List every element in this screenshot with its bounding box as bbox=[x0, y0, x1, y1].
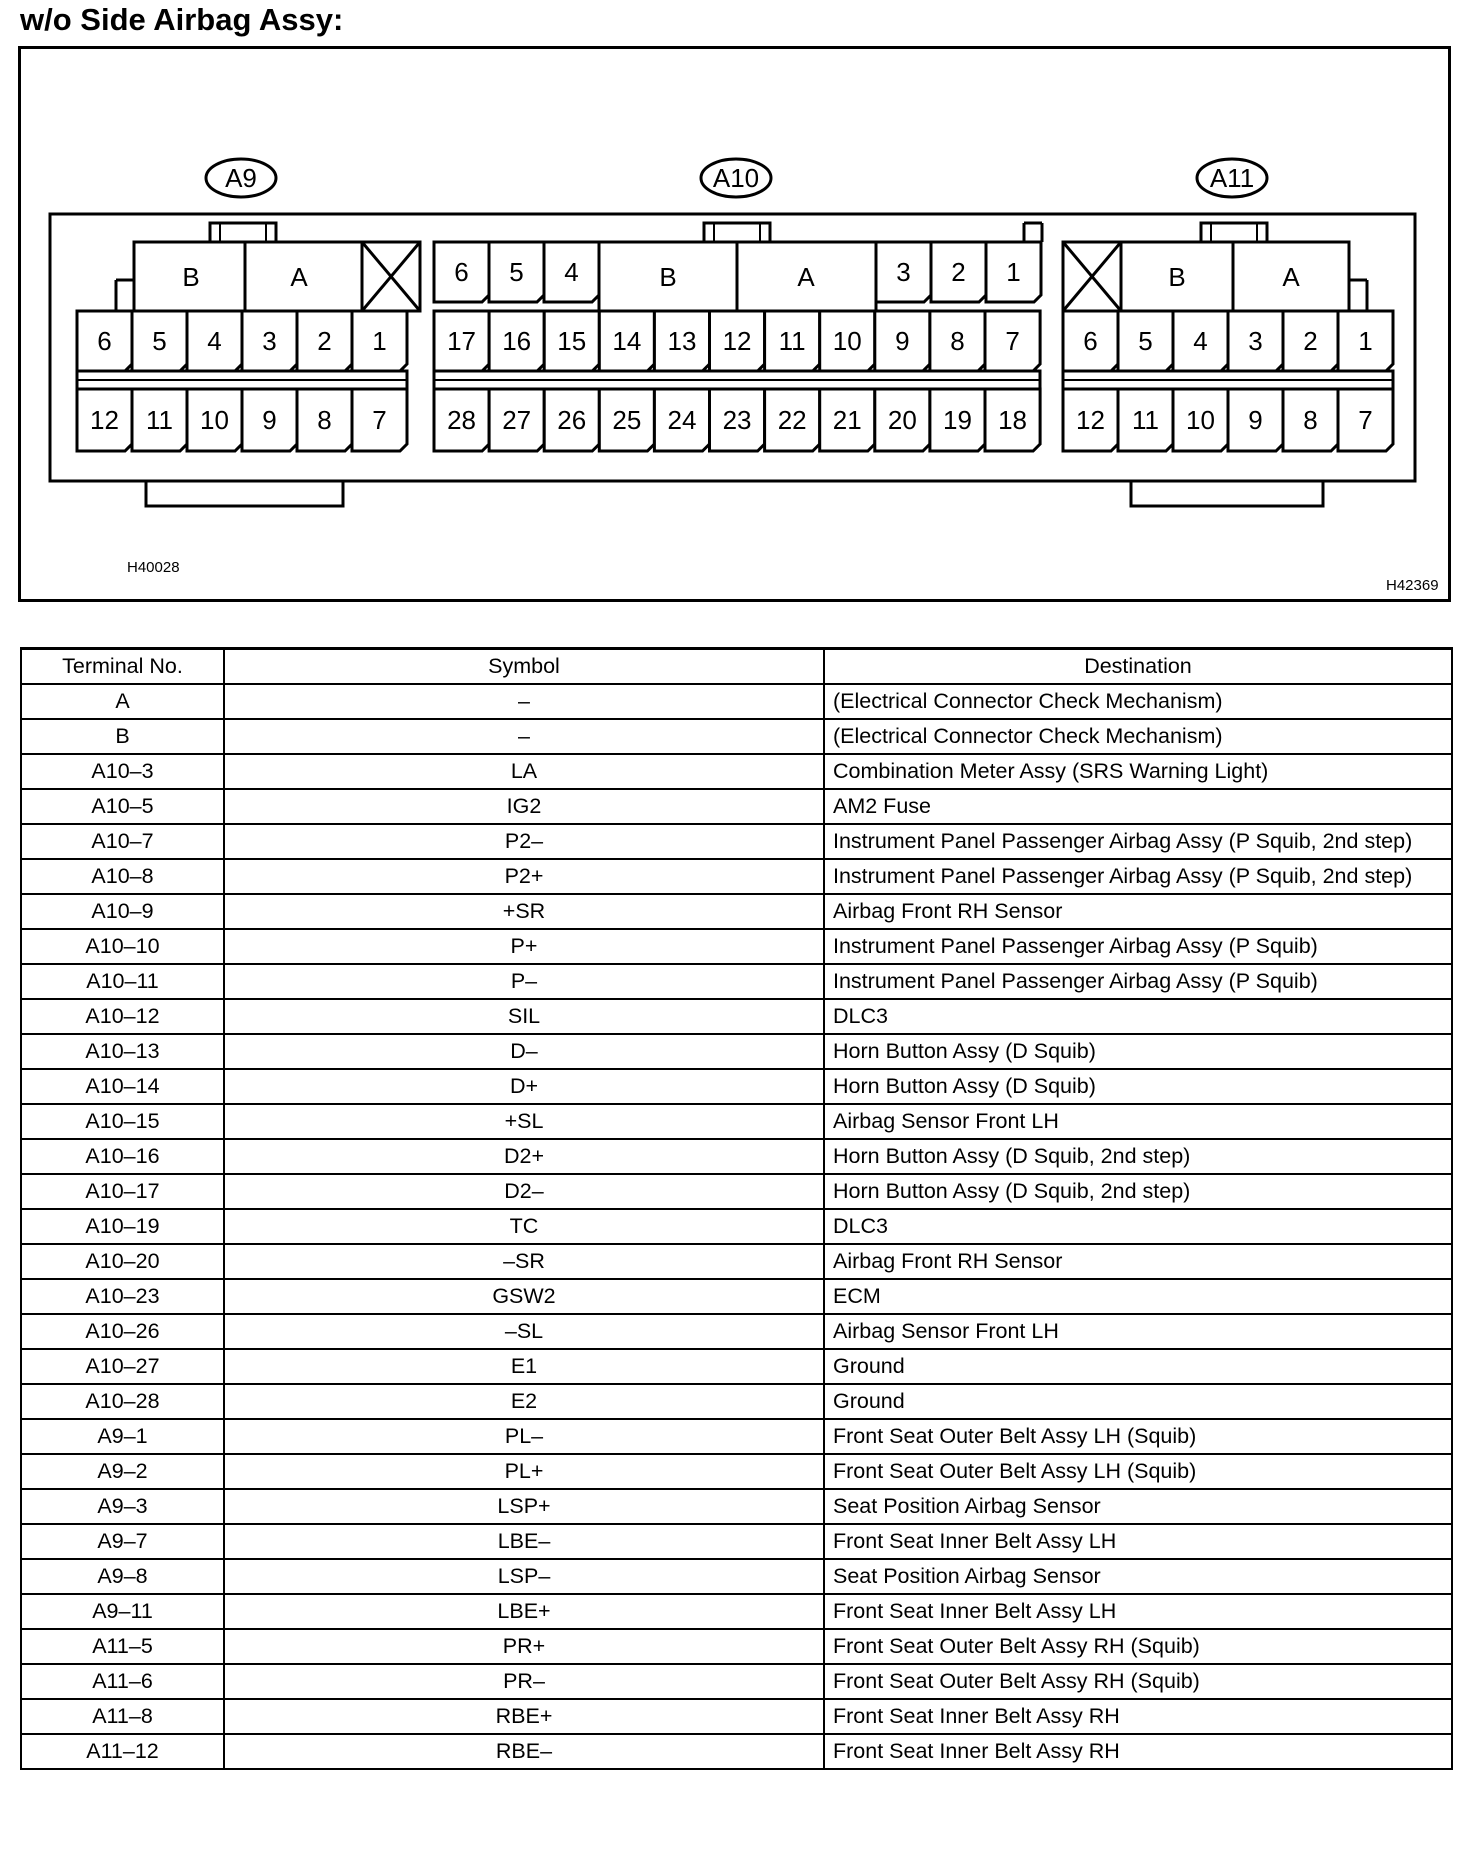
symbol-cell: RBE+ bbox=[224, 1699, 824, 1734]
table-row bbox=[21, 754, 1452, 789]
pin-number: 9 bbox=[895, 326, 910, 356]
terminal-cell: A9–2 bbox=[21, 1454, 224, 1489]
destination-cell: Ground bbox=[824, 1349, 1452, 1384]
check-label-b: B bbox=[1168, 262, 1186, 292]
destination-cell: Front Seat Outer Belt Assy LH (Squib) bbox=[824, 1454, 1452, 1489]
terminal-cell: A10–17 bbox=[21, 1174, 224, 1209]
table-row bbox=[21, 1699, 1452, 1734]
table-row bbox=[21, 1489, 1452, 1524]
terminal-cell: A10–11 bbox=[21, 964, 224, 999]
destination-cell: Horn Button Assy (D Squib) bbox=[824, 1069, 1452, 1104]
pin-number: 2 bbox=[951, 257, 966, 287]
pin-number: 1 bbox=[372, 326, 387, 356]
pin-number: 2 bbox=[317, 326, 332, 356]
terminal-cell: A10–26 bbox=[21, 1314, 224, 1349]
pin-number: 1 bbox=[1358, 326, 1373, 356]
terminal-cell: A10–12 bbox=[21, 999, 224, 1034]
terminal-cell: A9–11 bbox=[21, 1594, 224, 1629]
destination-cell: Seat Position Airbag Sensor bbox=[824, 1489, 1452, 1524]
symbol-cell: TC bbox=[224, 1209, 824, 1244]
symbol-cell: –SR bbox=[224, 1244, 824, 1279]
ref-code-left: H40028 bbox=[127, 559, 180, 576]
destination-cell: ECM bbox=[824, 1279, 1452, 1314]
table-row bbox=[21, 1244, 1452, 1279]
table-row bbox=[21, 1174, 1452, 1209]
symbol-cell: LSP– bbox=[224, 1559, 824, 1594]
pin-number: 1 bbox=[1006, 257, 1021, 287]
destination-cell: Instrument Panel Passenger Airbag Assy (P Squib) bbox=[824, 964, 1452, 999]
destination-cell: AM2 Fuse bbox=[824, 789, 1452, 824]
pin-number: 3 bbox=[1248, 326, 1263, 356]
pin-number: 8 bbox=[950, 326, 965, 356]
symbol-cell: P2– bbox=[224, 824, 824, 859]
connector-id: A10 bbox=[712, 163, 760, 193]
pin-number: 6 bbox=[1083, 326, 1098, 356]
table-row bbox=[21, 1209, 1452, 1244]
symbol-cell: D2– bbox=[224, 1174, 824, 1209]
pin-number: 9 bbox=[1248, 405, 1263, 435]
pin-number: 17 bbox=[447, 326, 477, 356]
terminal-cell: B bbox=[21, 719, 224, 754]
terminal-cell: A9–1 bbox=[21, 1419, 224, 1454]
pin-number: 3 bbox=[896, 257, 911, 287]
pin-number: 22 bbox=[777, 405, 807, 435]
destination-cell: DLC3 bbox=[824, 999, 1452, 1034]
destination-cell: Horn Button Assy (D Squib, 2nd step) bbox=[824, 1174, 1452, 1209]
table-row bbox=[21, 1629, 1452, 1664]
table-row bbox=[21, 684, 1452, 719]
check-label-a: A bbox=[290, 262, 308, 292]
terminal-table bbox=[20, 647, 1453, 1770]
pin-number: 24 bbox=[667, 405, 697, 435]
terminal-cell: A10–16 bbox=[21, 1139, 224, 1174]
terminal-cell: A11–12 bbox=[21, 1734, 224, 1769]
symbol-cell: PL– bbox=[224, 1419, 824, 1454]
symbol-cell: IG2 bbox=[224, 789, 824, 824]
table-row bbox=[21, 894, 1452, 929]
table-row bbox=[21, 1069, 1452, 1104]
terminal-cell: A10–14 bbox=[21, 1069, 224, 1104]
check-label-a: A bbox=[1282, 262, 1300, 292]
pin-number: 12 bbox=[722, 326, 752, 356]
table-row bbox=[21, 1734, 1452, 1769]
table-row bbox=[21, 789, 1452, 824]
pin-number: 6 bbox=[97, 326, 112, 356]
header-destination: Destination bbox=[824, 649, 1452, 685]
pin-number: 16 bbox=[502, 326, 532, 356]
check-block bbox=[1121, 242, 1349, 311]
pin-number: 4 bbox=[564, 257, 579, 287]
pin-number: 12 bbox=[90, 405, 119, 435]
connector-id: A9 bbox=[225, 163, 257, 193]
terminal-cell: A9–8 bbox=[21, 1559, 224, 1594]
symbol-cell: RBE– bbox=[224, 1734, 824, 1769]
destination-cell: Ground bbox=[824, 1384, 1452, 1419]
table-row bbox=[21, 999, 1452, 1034]
check-label-b: B bbox=[182, 262, 200, 292]
pin-number: 7 bbox=[1005, 326, 1020, 356]
header-terminal-no: Terminal No. bbox=[21, 649, 224, 685]
table-row bbox=[21, 1419, 1452, 1454]
pin-number: 10 bbox=[1186, 405, 1215, 435]
destination-cell: Airbag Sensor Front LH bbox=[824, 1104, 1452, 1139]
pin-number: 4 bbox=[1193, 326, 1208, 356]
check-label-a: A bbox=[797, 262, 815, 292]
pin-number: 28 bbox=[447, 405, 477, 435]
pin-number: 10 bbox=[832, 326, 862, 356]
pin-number: 20 bbox=[887, 405, 917, 435]
pin-number: 7 bbox=[1358, 405, 1373, 435]
table-row bbox=[21, 1349, 1452, 1384]
destination-cell: Instrument Panel Passenger Airbag Assy (P Squib, 2nd step) bbox=[824, 859, 1452, 894]
symbol-cell: LBE– bbox=[224, 1524, 824, 1559]
pin-number: 5 bbox=[509, 257, 524, 287]
header-symbol: Symbol bbox=[224, 649, 824, 685]
destination-cell: Horn Button Assy (D Squib) bbox=[824, 1034, 1452, 1069]
pin-number: 6 bbox=[454, 257, 469, 287]
table-row bbox=[21, 964, 1452, 999]
symbol-cell: LA bbox=[224, 754, 824, 789]
page-heading: w/o Side Airbag Assy: bbox=[20, 2, 344, 37]
destination-cell: Front Seat Outer Belt Assy RH (Squib) bbox=[824, 1629, 1452, 1664]
terminal-cell: A10–28 bbox=[21, 1384, 224, 1419]
destination-cell: (Electrical Connector Check Mechanism) bbox=[824, 684, 1452, 719]
terminal-cell: A10–5 bbox=[21, 789, 224, 824]
table-row bbox=[21, 1104, 1452, 1139]
terminal-cell: A11–5 bbox=[21, 1629, 224, 1664]
terminal-cell: A10–27 bbox=[21, 1349, 224, 1384]
table-row bbox=[21, 1139, 1452, 1174]
pin-number: 5 bbox=[152, 326, 167, 356]
table-row bbox=[21, 1279, 1452, 1314]
symbol-cell: P2+ bbox=[224, 859, 824, 894]
symbol-cell: PR– bbox=[224, 1664, 824, 1699]
terminal-cell: A10–15 bbox=[21, 1104, 224, 1139]
symbol-cell: D2+ bbox=[224, 1139, 824, 1174]
bottom-guide bbox=[1131, 481, 1323, 506]
destination-cell: Front Seat Inner Belt Assy LH bbox=[824, 1524, 1452, 1559]
pin-number: 14 bbox=[612, 326, 642, 356]
symbol-cell: E2 bbox=[224, 1384, 824, 1419]
terminal-cell: A10–9 bbox=[21, 894, 224, 929]
symbol-cell: –SL bbox=[224, 1314, 824, 1349]
pin-number: 7 bbox=[372, 405, 387, 435]
terminal-cell: A9–7 bbox=[21, 1524, 224, 1559]
destination-cell: Front Seat Inner Belt Assy RH bbox=[824, 1699, 1452, 1734]
destination-cell: Front Seat Outer Belt Assy RH (Squib) bbox=[824, 1664, 1452, 1699]
destination-cell: Seat Position Airbag Sensor bbox=[824, 1559, 1452, 1594]
symbol-cell: D+ bbox=[224, 1069, 824, 1104]
destination-cell: Airbag Sensor Front LH bbox=[824, 1314, 1452, 1349]
symbol-cell: – bbox=[224, 684, 824, 719]
connector-diagram bbox=[18, 46, 1451, 602]
symbol-cell: – bbox=[224, 719, 824, 754]
check-label-b: B bbox=[659, 262, 677, 292]
pin-number: 9 bbox=[262, 405, 277, 435]
table-row bbox=[21, 824, 1452, 859]
table-row bbox=[21, 1664, 1452, 1699]
pin-number: 4 bbox=[207, 326, 222, 356]
pin-number: 2 bbox=[1303, 326, 1318, 356]
terminal-cell: A10–7 bbox=[21, 824, 224, 859]
pin-number: 12 bbox=[1076, 405, 1105, 435]
table-row bbox=[21, 859, 1452, 894]
symbol-cell: LBE+ bbox=[224, 1594, 824, 1629]
symbol-cell: P+ bbox=[224, 929, 824, 964]
symbol-cell: +SL bbox=[224, 1104, 824, 1139]
symbol-cell: D– bbox=[224, 1034, 824, 1069]
table-row bbox=[21, 1384, 1452, 1419]
destination-cell: Instrument Panel Passenger Airbag Assy (P Squib) bbox=[824, 929, 1452, 964]
terminal-cell: A bbox=[21, 684, 224, 719]
destination-cell: Airbag Front RH Sensor bbox=[824, 1244, 1452, 1279]
terminal-cell: A9–3 bbox=[21, 1489, 224, 1524]
table-row bbox=[21, 1454, 1452, 1489]
destination-cell: Front Seat Outer Belt Assy LH (Squib) bbox=[824, 1419, 1452, 1454]
terminal-cell: A10–8 bbox=[21, 859, 224, 894]
destination-cell: DLC3 bbox=[824, 1209, 1452, 1244]
symbol-cell: P– bbox=[224, 964, 824, 999]
destination-cell: Front Seat Inner Belt Assy RH bbox=[824, 1734, 1452, 1769]
terminal-cell: A10–19 bbox=[21, 1209, 224, 1244]
terminal-cell: A10–13 bbox=[21, 1034, 224, 1069]
table-header-row bbox=[21, 649, 1452, 685]
connector-drawing bbox=[21, 49, 1448, 599]
destination-cell: (Electrical Connector Check Mechanism) bbox=[824, 719, 1452, 754]
pin-number: 11 bbox=[146, 405, 173, 435]
terminal-cell: A10–23 bbox=[21, 1279, 224, 1314]
pin-number: 8 bbox=[317, 405, 332, 435]
destination-cell: Horn Button Assy (D Squib, 2nd step) bbox=[824, 1139, 1452, 1174]
pin-number: 21 bbox=[832, 405, 862, 435]
pin-number: 11 bbox=[778, 326, 806, 356]
pin-number: 5 bbox=[1138, 326, 1153, 356]
terminal-cell: A11–6 bbox=[21, 1664, 224, 1699]
pin-number: 23 bbox=[722, 405, 752, 435]
table-row bbox=[21, 1524, 1452, 1559]
pin-number: 13 bbox=[667, 326, 697, 356]
pin-number: 10 bbox=[200, 405, 229, 435]
terminal-cell: A11–8 bbox=[21, 1699, 224, 1734]
ref-code-right: H42369 bbox=[1386, 577, 1439, 594]
destination-cell: Instrument Panel Passenger Airbag Assy (P Squib, 2nd step) bbox=[824, 824, 1452, 859]
symbol-cell: LSP+ bbox=[224, 1489, 824, 1524]
symbol-cell: GSW2 bbox=[224, 1279, 824, 1314]
symbol-cell: SIL bbox=[224, 999, 824, 1034]
pin-number: 3 bbox=[262, 326, 277, 356]
connector-id: A11 bbox=[1209, 163, 1255, 193]
symbol-cell: +SR bbox=[224, 894, 824, 929]
destination-cell: Airbag Front RH Sensor bbox=[824, 894, 1452, 929]
table-row bbox=[21, 1034, 1452, 1069]
symbol-cell: PR+ bbox=[224, 1629, 824, 1664]
table-row bbox=[21, 719, 1452, 754]
terminal-cell: A10–10 bbox=[21, 929, 224, 964]
pin-number: 18 bbox=[998, 405, 1028, 435]
pin-number: 26 bbox=[557, 405, 587, 435]
pin-number: 11 bbox=[1132, 405, 1159, 435]
symbol-cell: PL+ bbox=[224, 1454, 824, 1489]
destination-cell: Combination Meter Assy (SRS Warning Light) bbox=[824, 754, 1452, 789]
table-row bbox=[21, 929, 1452, 964]
pin-number: 15 bbox=[557, 326, 587, 356]
terminal-cell: A10–3 bbox=[21, 754, 224, 789]
pin-number: 25 bbox=[612, 405, 642, 435]
pin-number: 8 bbox=[1303, 405, 1318, 435]
terminal-cell: A10–20 bbox=[21, 1244, 224, 1279]
bottom-guide bbox=[146, 481, 343, 506]
table-row bbox=[21, 1559, 1452, 1594]
table-row bbox=[21, 1594, 1452, 1629]
pin-number: 27 bbox=[502, 405, 532, 435]
pin-number: 19 bbox=[942, 405, 972, 435]
symbol-cell: E1 bbox=[224, 1349, 824, 1384]
table-row bbox=[21, 1314, 1452, 1349]
destination-cell: Front Seat Inner Belt Assy LH bbox=[824, 1594, 1452, 1629]
